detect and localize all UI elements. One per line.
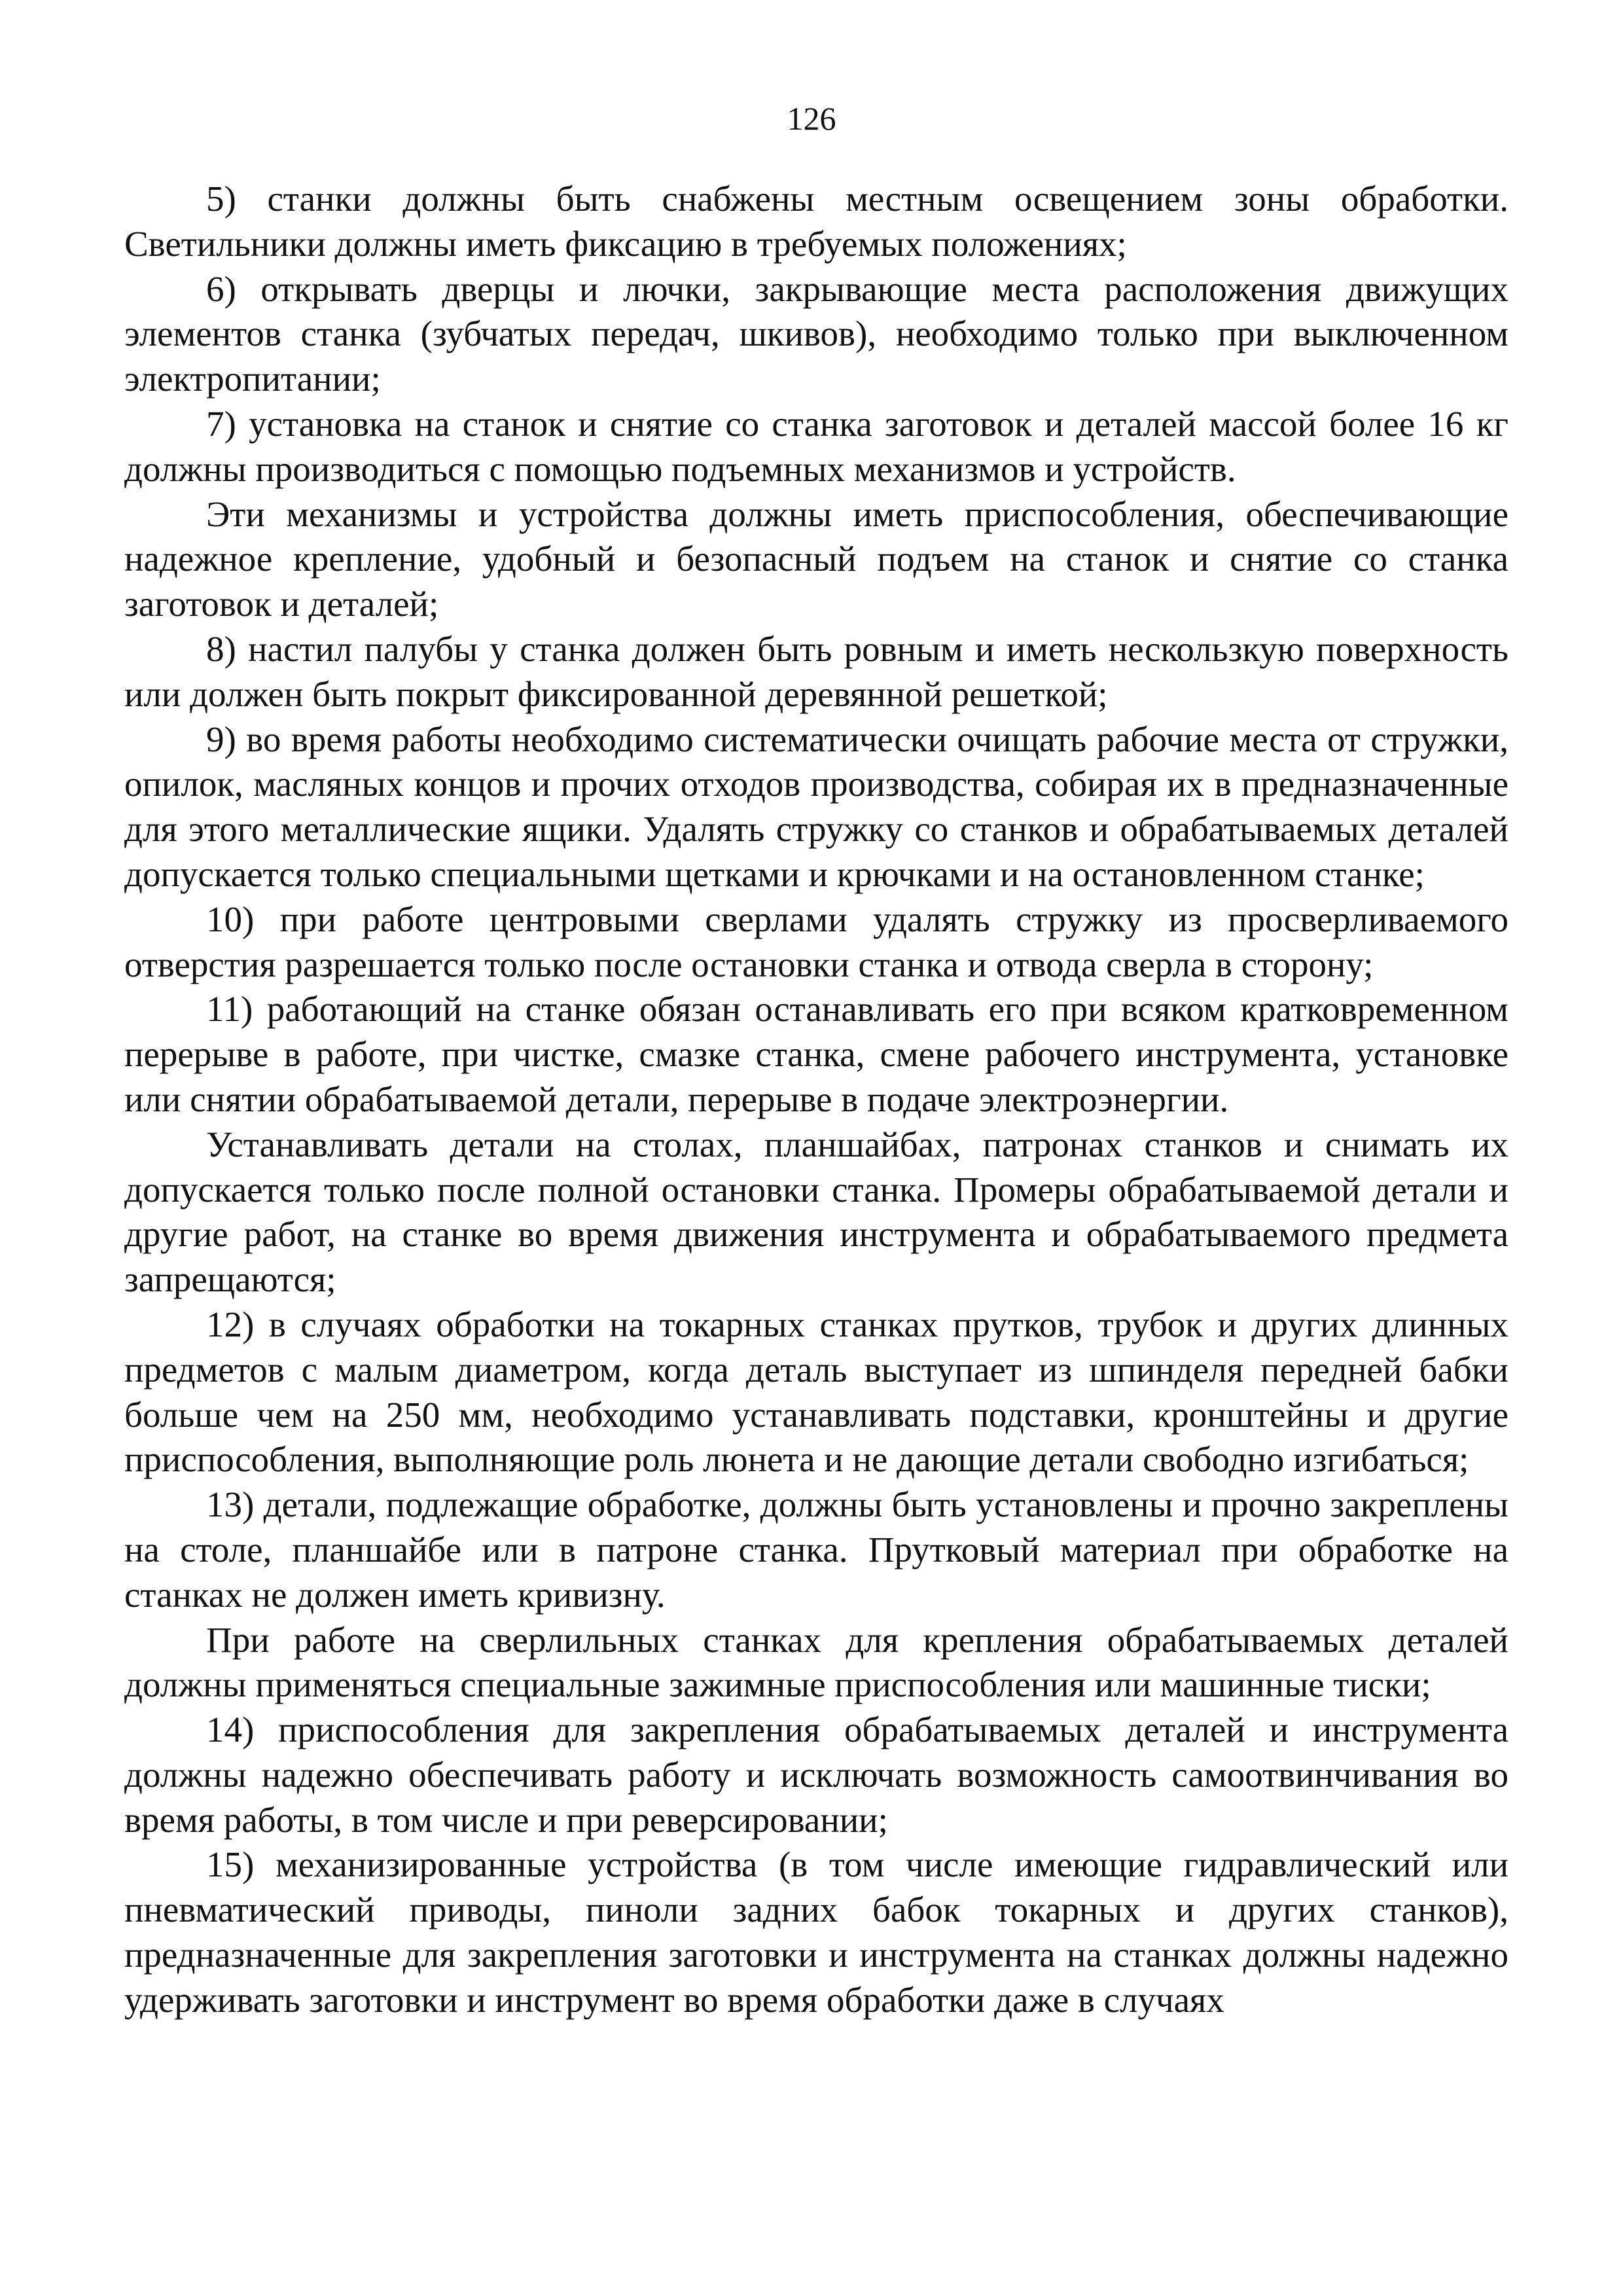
paragraph-item-9: 9) во время работы необходимо систематически очищать рабочие места от стружки, опилок, масляных концов и прочих отходов производства, собирая их в предназначенные для этого металлические ящики. Удалять стружку со станков и обрабатываемых деталей допускается только специальными щетками и крючками и на остановленном станке; <box>124 719 1508 894</box>
document-body <box>124 177 1508 2023</box>
paragraph-item-7-continuation: Эти механизмы и устройства должны иметь приспособления, обеспечивающие надежное крепление, удобный и безопасный подъем на станок и снятие со станка заготовок и деталей; <box>124 493 1508 624</box>
page-number: 126 <box>787 100 836 137</box>
paragraph-item-15: 15) механизированные устройства (в том числе имеющие гидравлический или пневматический приводы, пиноли задних бабок токарных и других станков), предназначенные для закрепления заготовки и инструмента на станках должны надежно удерживать заготовки и инструмент во время обработки даже в случаях <box>124 1844 1508 2020</box>
paragraph-item-5: 5) станки должны быть снабжены местным освещением зоны обработки. Светильники должны иметь фиксацию в требуемых положениях; <box>124 179 1508 264</box>
paragraph-item-14: 14) приспособления для закрепления обрабатываемых деталей и инструмента должны надежно обеспечивать работу и исключать возможность самоотвинчивания во время работы, в том числе и при реверсировании; <box>124 1710 1508 1840</box>
paragraph-item-11: 11) работающий на станке обязан останавливать его при всяком кратковременном перерыве в работе, при чистке, смазке станка, смене рабочего инструмента, установке или снятии обрабатываемой детали, перерыве в подаче электроэнергии. <box>124 989 1508 1119</box>
paragraph-item-13: 13) детали, подлежащие обработке, должны быть установлены и прочно закреплены на столе, планшайбе или в патроне станка. Прутковый материал при обработке на станках не должен иметь кривизну. <box>124 1484 1508 1615</box>
paragraph-item-8: 8) настил палубы у станка должен быть ровным и иметь нескользкую поверхность или должен быть покрыт фиксированной деревянной решеткой; <box>124 628 1508 714</box>
paragraph-item-12: 12) в случаях обработки на токарных станках прутков, трубок и других длинных предметов с малым диаметром, когда деталь выступает из шпинделя передней бабки больше чем на 250 мм, необходимо устанавливать подставки, кронштейны и другие приспособления, выполняющие роль люнета и не дающие детали свободно изгибаться; <box>124 1304 1508 1480</box>
paragraph-item-6: 6) открывать дверцы и лючки, закрывающие места расположения движущих элементов станка (зубчатых передач, шкивов), необходимо только при выключенном электропитании; <box>124 268 1508 399</box>
paragraph-item-7: 7) установка на станок и снятие со станка заготовок и деталей массой более 16 кг должны производиться с помощью подъемных механизмов и устройств. <box>124 403 1508 489</box>
paragraph-item-10: 10) при работе центровыми сверлами удалять стружку из просверливаемого отверстия разрешается только после остановки станка и отвода сверла в сторону; <box>124 899 1508 984</box>
paragraph-item-11-continuation: Устанавливать детали на столах, планшайбах, патронах станков и снимать их допускается только после полной остановки станка. Промеры обрабатываемой детали и другие работ, на станке во время движения инструмента и обрабатываемого предмета запрещаются; <box>124 1124 1508 1300</box>
paragraph-item-13-continuation: При работе на сверлильных станках для крепления обрабатываемых деталей должны применяться специальные зажимные приспособления или машинные тиски; <box>124 1619 1508 1705</box>
